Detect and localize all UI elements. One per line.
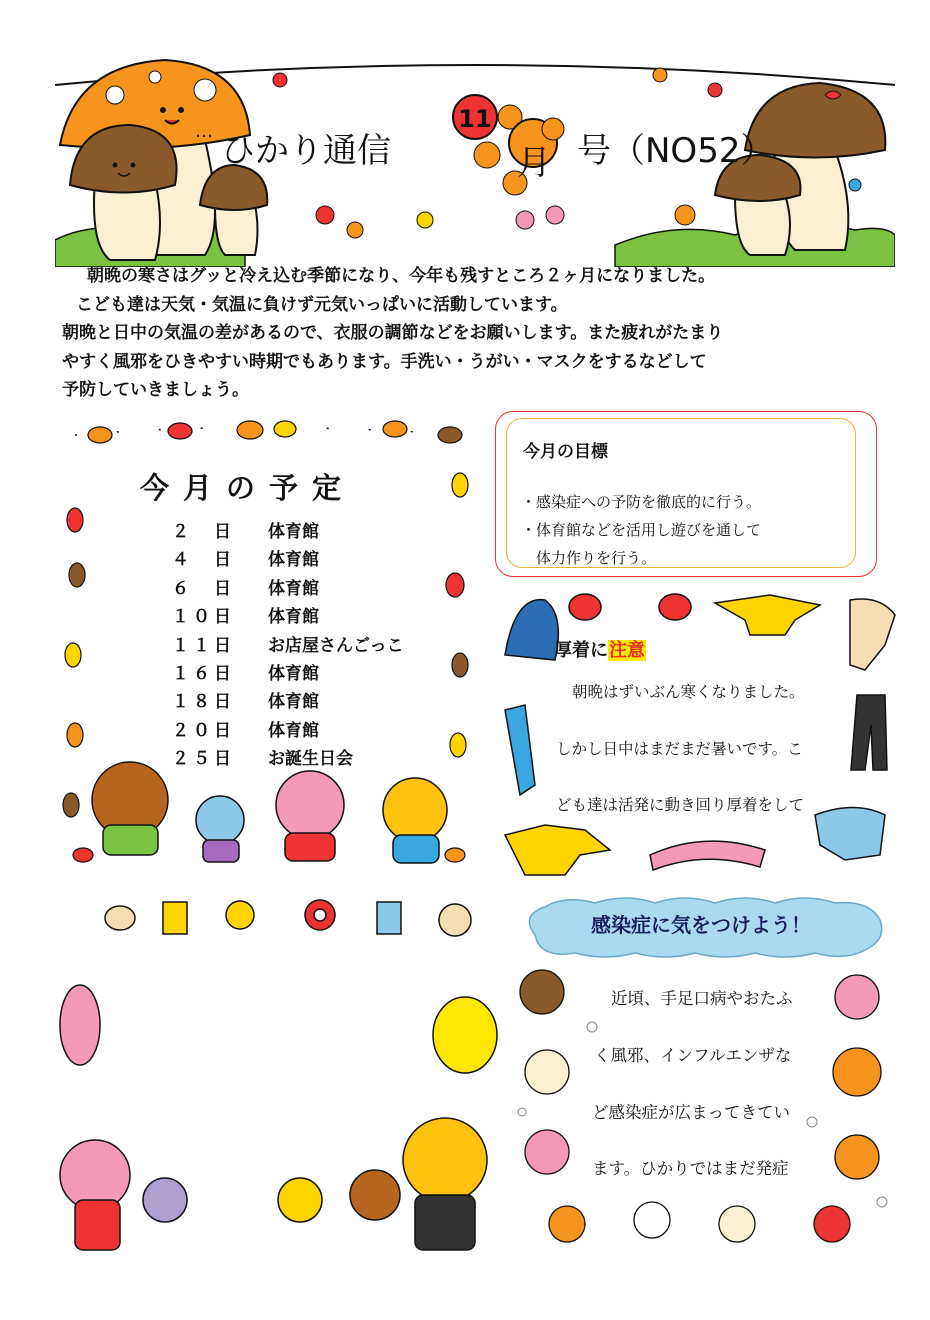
goal-item: ・体育館などを活用し遊びを通して [521, 521, 762, 539]
schedule-day: １６日 [172, 664, 235, 684]
intro-line: 朝晩と日中の気温の差があるので、衣服の調節などをお願いします。また疲れがたまり [62, 323, 724, 343]
intro-line: 予防していきましょう。 [62, 380, 249, 400]
newsletter-title: ひかり通信 [221, 131, 391, 171]
infection-line: ます。ひかりではまだ発症 [592, 1159, 789, 1178]
schedule-event: お誕生日会 [268, 749, 353, 770]
striped-scarf-icon [650, 841, 765, 870]
flower-cookie-icon [439, 904, 471, 936]
goal-inner-frame [506, 418, 856, 568]
goal-item: 体力作りを行う。 [521, 549, 657, 567]
schedule-row [172, 517, 319, 542]
schedule-day: １８日 [172, 692, 235, 713]
schedule-day: ２５日 [172, 749, 235, 770]
candy-icon [226, 901, 254, 929]
scarf-icon [850, 599, 895, 670]
goal-title: 今月の目標 [523, 442, 608, 462]
schedule-row [172, 574, 319, 599]
schedule-row [172, 631, 404, 656]
intro-line: 朝晩の寒さはグッと冷え込む季節になり、今年も残すところ２ヶ月になりました。 [70, 266, 716, 286]
goal-item: ・感染症への予防を徹底的に行う。 [521, 493, 762, 511]
schedule-row [172, 545, 319, 570]
cookie-icon [105, 906, 135, 930]
drink-icon [163, 902, 187, 934]
mitten-icon [569, 594, 601, 620]
schedule-event: 体育館 [268, 578, 319, 599]
schedule-row [172, 602, 319, 627]
schedule-event: お店屋さんごっこ [268, 635, 404, 656]
schedule-row [172, 659, 319, 684]
schedule-event: 体育館 [268, 692, 319, 713]
sweater-icon [715, 595, 820, 635]
party-animals-frame [55, 890, 505, 1260]
heavy-clothes-heading [554, 636, 646, 662]
month-kanji: 月 [517, 143, 551, 183]
schedule-day: ２０日 [172, 720, 235, 741]
newsletter-header [55, 55, 895, 267]
heavy-clothes-line: ども達は活発に動き回り厚着をして [556, 796, 805, 814]
month-number: 11 [458, 105, 492, 133]
intro-line: こども達は天気・気温に負けず元気いっぱいに活動しています。 [76, 294, 568, 315]
tights-icon [851, 695, 887, 770]
schedule-title: 今月の予定 [140, 471, 356, 505]
schedule-day: １０日 [172, 607, 235, 628]
schedule-day: ４ 日 [172, 550, 235, 571]
intro-message [62, 262, 892, 405]
issue-number: 号（NO52） [577, 131, 775, 171]
schedule-event: 体育館 [268, 550, 319, 571]
schedule-day: ２ 日 [172, 522, 235, 542]
infection-line: く風邪、インフルエンザな [594, 1046, 792, 1065]
socks-icon [505, 705, 535, 795]
bunny-balloon-icon [60, 985, 100, 1065]
schedule-row [172, 716, 319, 741]
schedule-event: 体育館 [268, 664, 319, 684]
schedule-day: ６ 日 [172, 578, 235, 599]
infection-line: ど感染症が広まってきてい [592, 1103, 790, 1122]
schedule-event: 体育館 [268, 522, 319, 542]
animal-parade [92, 762, 447, 863]
intro-line: やすく風邪をひきやすい時期でもあります。手洗い・うがい・マスクをするなどして [62, 351, 707, 372]
heading-text: 厚着に [554, 640, 608, 661]
warning-text: 注意 [609, 640, 645, 661]
infection-title: 感染症に気をつけよう！ [591, 913, 811, 937]
header-ellipsis: … [195, 121, 213, 142]
schedule-event: 体育館 [268, 607, 319, 628]
schedule-event: 体育館 [268, 720, 319, 741]
schedule-day: １１日 [172, 635, 235, 656]
heavy-clothes-line: しかし日中はまだまだ暑いです。こ [556, 740, 803, 758]
knit-hat-icon [505, 600, 558, 660]
schedule-row [172, 744, 353, 769]
winter-clothes-illustration [495, 585, 905, 885]
monthly-goal-box [495, 411, 877, 577]
pants-icon [815, 808, 885, 861]
yellow-balloon-icon [433, 997, 497, 1073]
heavy-clothes-line: 朝晩はずいぶん寒くなりました。 [572, 683, 805, 701]
jacket-icon [505, 825, 610, 875]
schedule-row [172, 687, 319, 712]
infection-line: 近頃、手足口病やおたふ [611, 989, 793, 1008]
